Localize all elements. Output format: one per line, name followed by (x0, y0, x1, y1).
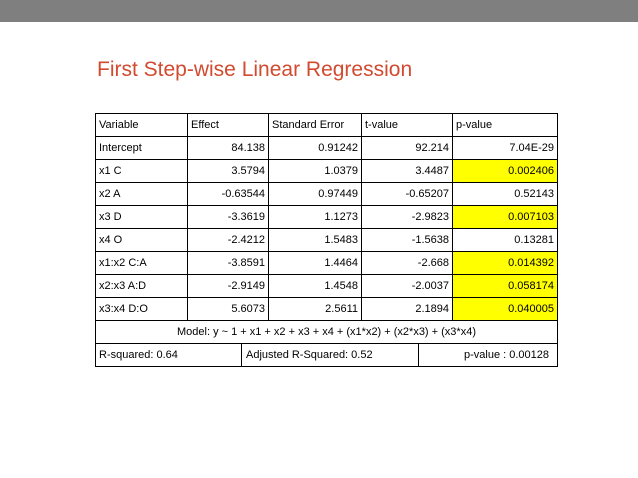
cell-p-value: 0.040005 (453, 298, 558, 321)
model-row (96, 321, 558, 344)
cell-variable: x4 O (96, 229, 188, 252)
cell-standard-error: 1.0379 (269, 160, 362, 183)
cell-effect: -3.3619 (188, 206, 269, 229)
header-variable: Variable (96, 114, 188, 137)
cell-effect: -2.9149 (188, 275, 269, 298)
slide-title: First Step-wise Linear Regression (97, 58, 413, 81)
table-row (96, 183, 558, 206)
adjusted-r-squared: Adjusted R-Squared: 0.52 (242, 344, 419, 366)
regression-table (95, 113, 558, 367)
header-effect: Effect (188, 114, 269, 137)
cell-t-value: 92.214 (362, 137, 453, 160)
table-row (96, 137, 558, 160)
cell-effect: 84.138 (188, 137, 269, 160)
cell-p-value: 7.04E-29 (453, 137, 558, 160)
cell-p-value: 0.007103 (453, 206, 558, 229)
cell-effect: -3.8591 (188, 252, 269, 275)
table-row (96, 298, 558, 321)
cell-t-value: -2.9823 (362, 206, 453, 229)
cell-effect: -2.4212 (188, 229, 269, 252)
cell-t-value: -2.668 (362, 252, 453, 275)
header-standard-error: Standard Error (269, 114, 362, 137)
cell-effect: 5.6073 (188, 298, 269, 321)
cell-t-value: -1.5638 (362, 229, 453, 252)
cell-p-value: 0.058174 (453, 275, 558, 298)
table-row (96, 275, 558, 298)
cell-variable: x1 C (96, 160, 188, 183)
cell-variable: x2:x3 A:D (96, 275, 188, 298)
cell-standard-error: 1.4548 (269, 275, 362, 298)
cell-t-value: 2.1894 (362, 298, 453, 321)
table-header-row (96, 114, 558, 137)
cell-t-value: -0.65207 (362, 183, 453, 206)
table-row (96, 229, 558, 252)
table-row (96, 252, 558, 275)
cell-p-value: 0.002406 (453, 160, 558, 183)
cell-effect: 3.5794 (188, 160, 269, 183)
cell-t-value: 3.4487 (362, 160, 453, 183)
cell-variable: x2 A (96, 183, 188, 206)
cell-variable: Intercept (96, 137, 188, 160)
cell-p-value: 0.52143 (453, 183, 558, 206)
table-row (96, 206, 558, 229)
cell-effect: -0.63544 (188, 183, 269, 206)
top-bar (0, 0, 638, 22)
cell-p-value: 0.13281 (453, 229, 558, 252)
cell-variable: x1:x2 C:A (96, 252, 188, 275)
model-p-value: p-value : 0.00128 (463, 349, 549, 361)
cell-t-value: -2.0037 (362, 275, 453, 298)
model-formula: Model: y ~ 1 + x1 + x2 + x3 + x4 + (x1*x2) + (x2*x3) + (x3*x4) (96, 321, 558, 344)
header-p-value: p-value (453, 114, 558, 137)
header-t-value: t-value (362, 114, 453, 137)
cell-variable: x3:x4 D:O (96, 298, 188, 321)
summary-cell (96, 344, 558, 367)
summary-row (96, 344, 558, 367)
table-row (96, 160, 558, 183)
cell-standard-error: 0.97449 (269, 183, 362, 206)
cell-standard-error: 0.91242 (269, 137, 362, 160)
cell-p-value: 0.014392 (453, 252, 558, 275)
cell-standard-error: 1.5483 (269, 229, 362, 252)
cell-variable: x3 D (96, 206, 188, 229)
r-squared: R-squared: 0.64 (96, 344, 242, 366)
cell-standard-error: 1.4464 (269, 252, 362, 275)
cell-standard-error: 2.5611 (269, 298, 362, 321)
cell-standard-error: 1.1273 (269, 206, 362, 229)
